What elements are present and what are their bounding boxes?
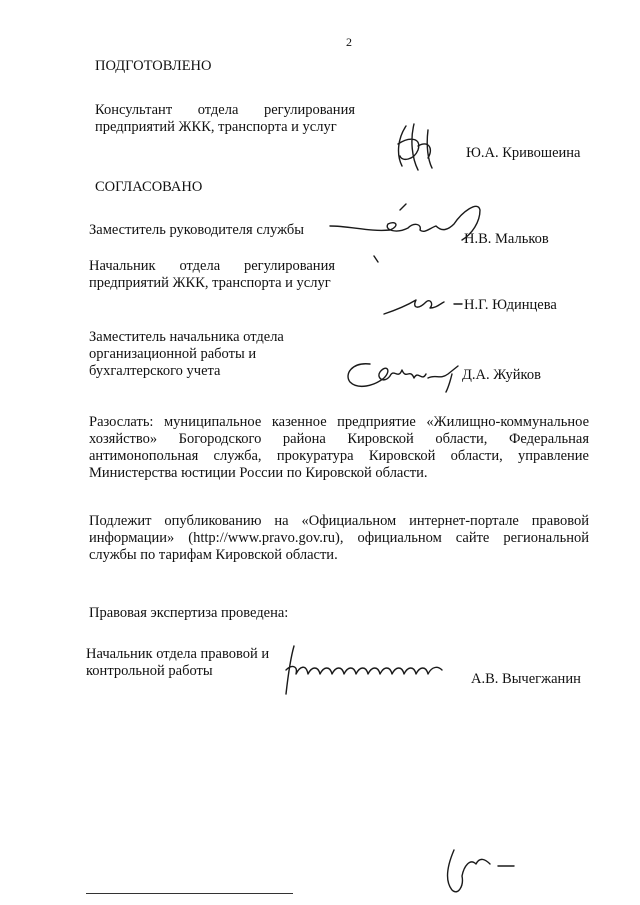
legal-review-position: Начальник отдела правовой и контрольной работы	[86, 646, 270, 679]
prepared-name: Ю.А. Кривошеина	[466, 145, 581, 161]
prepared-heading: ПОДГОТОВЛЕНО	[95, 58, 212, 74]
bottom-rule	[86, 893, 293, 894]
agreed-heading: СОГЛАСОВАНО	[95, 179, 203, 195]
signature-kryvosheina	[388, 118, 448, 174]
signature-vychegzhanin	[280, 640, 450, 698]
signature-zhuykov	[340, 356, 462, 396]
agreed-position-2: Начальник отдела регулирования предприятий ЖКК, транспорта и услуг	[89, 258, 335, 291]
signature-malkov	[330, 196, 480, 266]
agreed-position-3: Заместитель начальника отдела организационной работы и бухгалтерского учета	[89, 329, 284, 379]
agreed-name-1: Н.В. Мальков	[464, 231, 549, 247]
prepared-position: Консультант отдела регулирования предприятий ЖКК, транспорта и услуг	[95, 102, 355, 135]
signature-yudintseva	[382, 290, 464, 320]
legal-review-text: Правовая экспертиза проведена:	[89, 605, 289, 621]
page-number: 2	[346, 35, 352, 49]
publication-text: Подлежит опубликованию на «Официальном интернет-портале правовой информации» (http://www.pravo.gov.ru), официальном сайте региональной службы по тарифам Кировской области.	[89, 513, 589, 563]
agreed-name-2: Н.Г. Юдинцева	[464, 297, 557, 313]
agreed-position-1: Заместитель руководителя службы	[89, 222, 305, 238]
legal-review-name: А.В. Вычегжанин	[471, 671, 581, 687]
distribution-text: Разослать: муниципальное казенное предприятие «Жилищно-коммунальное хозяйство» Богородского района Кировской области, Федеральная антимонопольная служба, прокуратура Кировской области, управление Министерства юстиции России по Кировской области.	[89, 414, 589, 481]
agreed-name-3: Д.А. Жуйков	[462, 367, 541, 383]
signature-initials-bottom	[440, 846, 520, 898]
